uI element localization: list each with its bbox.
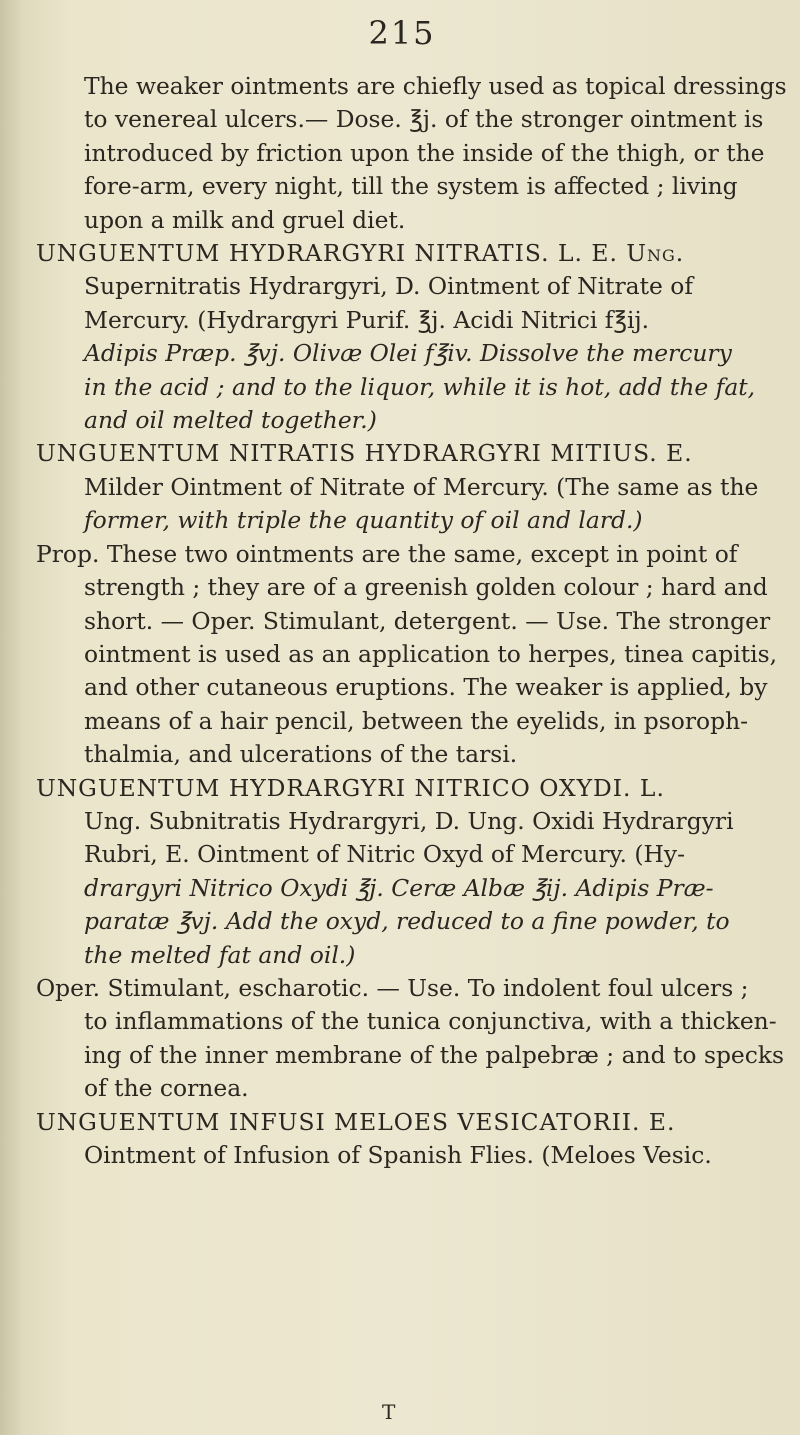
text-line: means of a hair pencil, between the eyelids, in psoroph-: [84, 706, 749, 735]
paragraph-weaker-ointments: [36, 70, 788, 237]
entry-heading: UNGUENTUM HYDRARGYRI NITRATIS. L. E. Ung.: [36, 239, 685, 268]
text-line: Oper. Stimulant, escharotic. — Use. To indolent foul ulcers ;: [36, 973, 749, 1002]
text-line: ing of the inner membrane of the palpebræ ; and to specks: [84, 1040, 785, 1069]
text-line: of the cornea.: [84, 1074, 249, 1103]
text-line: upon a milk and gruel diet.: [84, 205, 406, 234]
text-line: Rubri, E. Ointment of Nitric Oxyd of Mercury. (Hy-: [84, 840, 685, 869]
text-line: thalmia, and ulcerations of the tarsi.: [84, 740, 518, 769]
text-line: former, with triple the quantity of oil and lard.): [84, 506, 643, 535]
text-line: strength ; they are of a greenish golden colour ; hard and: [84, 573, 768, 602]
paragraph-unguentum-vesicatorii: [36, 1106, 788, 1173]
signature-mark: T: [382, 1400, 396, 1424]
paragraph-unguentum-mitius: [36, 437, 788, 537]
text-line: to venereal ulcers.— Dose. ℥j. of the stronger ointment is: [84, 105, 764, 134]
text-line: paratæ ℥vj. Add the oxyd, reduced to a fine powder, to: [84, 907, 730, 936]
text-line: Ointment of Infusion of Spanish Flies. (Meloes Vesic.: [84, 1141, 712, 1169]
paragraph-oper-escharotic: [36, 972, 788, 1106]
page-number: 215: [368, 14, 436, 52]
text-line: Supernitratis Hydrargyri, D. Ointment of Nitrate of: [84, 272, 693, 301]
text-line: ointment is used as an application to herpes, tinea capitis,: [84, 639, 778, 668]
text-line: short. — Oper. Stimulant, detergent. — Use. The stronger: [84, 606, 771, 635]
entry-heading: UNGUENTUM HYDRARGYRI NITRICO OXYDI. L.: [36, 773, 665, 802]
entry-heading: UNGUENTUM INFUSI MELOES VESICATORII. E.: [36, 1107, 676, 1136]
text-line: to inflammations of the tunica conjunctiva, with a thicken-: [84, 1007, 777, 1036]
text-line: the melted fat and oil.): [84, 940, 356, 969]
text-line: Prop. These two ointments are the same, except in point of: [36, 539, 738, 568]
text-line: and oil melted together.): [84, 406, 377, 435]
text-line: in the acid ; and to the liquor, while it is hot, add the fat,: [84, 372, 756, 401]
binding-gutter: [0, 0, 22, 1435]
paragraph-unguentum-oxydi: [36, 772, 788, 972]
text-line: Milder Ointment of Nitrate of Mercury. (The same as the: [84, 472, 759, 501]
text-line: Ung. Subnitratis Hydrargyri, D. Ung. Oxidi Hydrargyri: [84, 806, 734, 835]
page-text: [36, 70, 788, 1172]
text-line: drargyri Nitrico Oxydi ℥j. Ceræ Albæ ℥ij. Adipis Præ-: [84, 873, 714, 902]
text-line: and other cutaneous eruptions. The weaker is applied, by: [84, 673, 768, 702]
text-line: fore-arm, every night, till the system is affected ; living: [84, 172, 738, 201]
text-line: Adipis Præp. ℥vj. Olivæ Olei f℥iv. Dissolve the mercury: [84, 339, 732, 368]
paragraph-unguentum-nitratis: [36, 237, 788, 437]
text-line: introduced by friction upon the inside of the thigh, or the: [84, 138, 765, 167]
text-line: Mercury. (Hydrargyri Purif. ℥j. Acidi Nitrici f℥ij.: [84, 305, 650, 334]
entry-heading: UNGUENTUM NITRATIS HYDRARGYRI MITIUS. E.: [36, 439, 693, 468]
text-line: The weaker ointments are chiefly used as topical dressings: [84, 72, 787, 100]
paragraph-prop: [36, 538, 788, 772]
